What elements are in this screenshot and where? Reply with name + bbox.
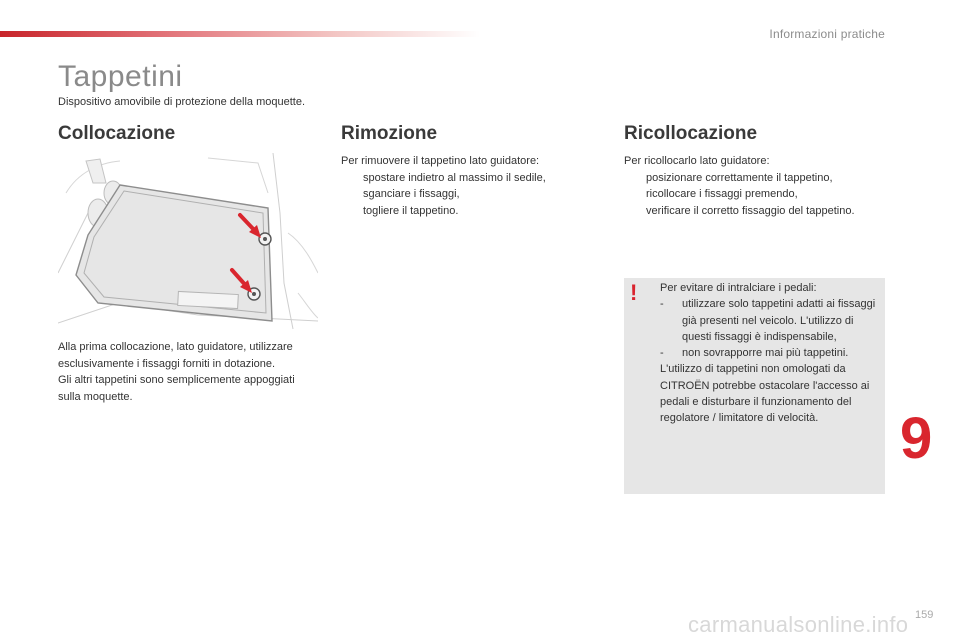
page-number: 159 [915, 609, 934, 621]
refit-steps [624, 170, 904, 220]
list-item [624, 203, 904, 220]
placement-paragraph: Alla prima collocazione, lato guidatore, utilizzare esclusivamente i fissaggi forniti in dotazione. [58, 341, 293, 370]
warning-note: L'utilizzo di tappetini non omologati da CITROËN potrebbe ostacolare l'accesso ai pedali e disturbare il funzionamento del regolatore / limitatore di velocità. [660, 363, 870, 425]
removal-heading: Rimozione [341, 123, 438, 144]
removal-steps [341, 170, 601, 220]
dash-icon: - [660, 298, 664, 311]
list-item [624, 186, 904, 203]
list-item [660, 296, 880, 345]
placement-heading: Collocazione [58, 123, 176, 144]
refit-heading: Ricollocazione [624, 123, 758, 144]
watermark: carmanualsonline.info [688, 612, 909, 637]
removal-text [341, 153, 601, 219]
list-item [624, 170, 904, 187]
page-subtitle: Dispositivo amovibile di protezione della moquette. [58, 96, 306, 108]
removal-step-text: togliere il tappetino. [363, 204, 459, 217]
removal-intro: Per rimuovere il tappetino lato guidatore: [341, 155, 540, 167]
refit-step-text: posizionare correttamente il tappetino, [646, 171, 833, 184]
header-accent-stripe [0, 31, 480, 37]
removal-step-text: sganciare i fissaggi, [363, 188, 460, 200]
warning-icon: ! [630, 280, 638, 305]
warning-box [624, 278, 885, 494]
placement-paragraph: Gli altri tappetini sono semplicemente appoggiati sulla moquette. [58, 374, 295, 403]
removal-step-text: spostare indietro al massimo il sedile, [363, 171, 546, 184]
warning-text [660, 280, 880, 427]
page-title: Tappetini [58, 60, 183, 93]
list-item [660, 345, 880, 361]
warning-item-text: utilizzare solo tappetini adatti ai fissaggi già presenti nel veicolo. L'utilizzo di questi fissaggi è indispensabile, [682, 298, 876, 343]
warning-item-text: non sovrapporre mai più tappetini. [682, 347, 849, 360]
chapter-number: 9 [900, 406, 933, 471]
warning-intro: Per evitare di intralciare i pedali: [660, 282, 817, 294]
dash-icon: - [660, 347, 664, 360]
warning-list [660, 296, 880, 361]
refit-text [624, 153, 904, 219]
refit-step-text: ricollocare i fissaggi premendo, [646, 188, 798, 200]
list-item [341, 203, 601, 220]
list-item [341, 170, 601, 187]
section-label: Informazioni pratiche [769, 27, 885, 41]
list-item [341, 186, 601, 203]
placement-text [58, 339, 308, 405]
refit-step-text: verificare il corretto fissaggio del tappetino. [646, 204, 855, 217]
refit-intro: Per ricollocarlo lato guidatore: [624, 155, 770, 167]
car-floor-mat-illustration [58, 153, 318, 331]
